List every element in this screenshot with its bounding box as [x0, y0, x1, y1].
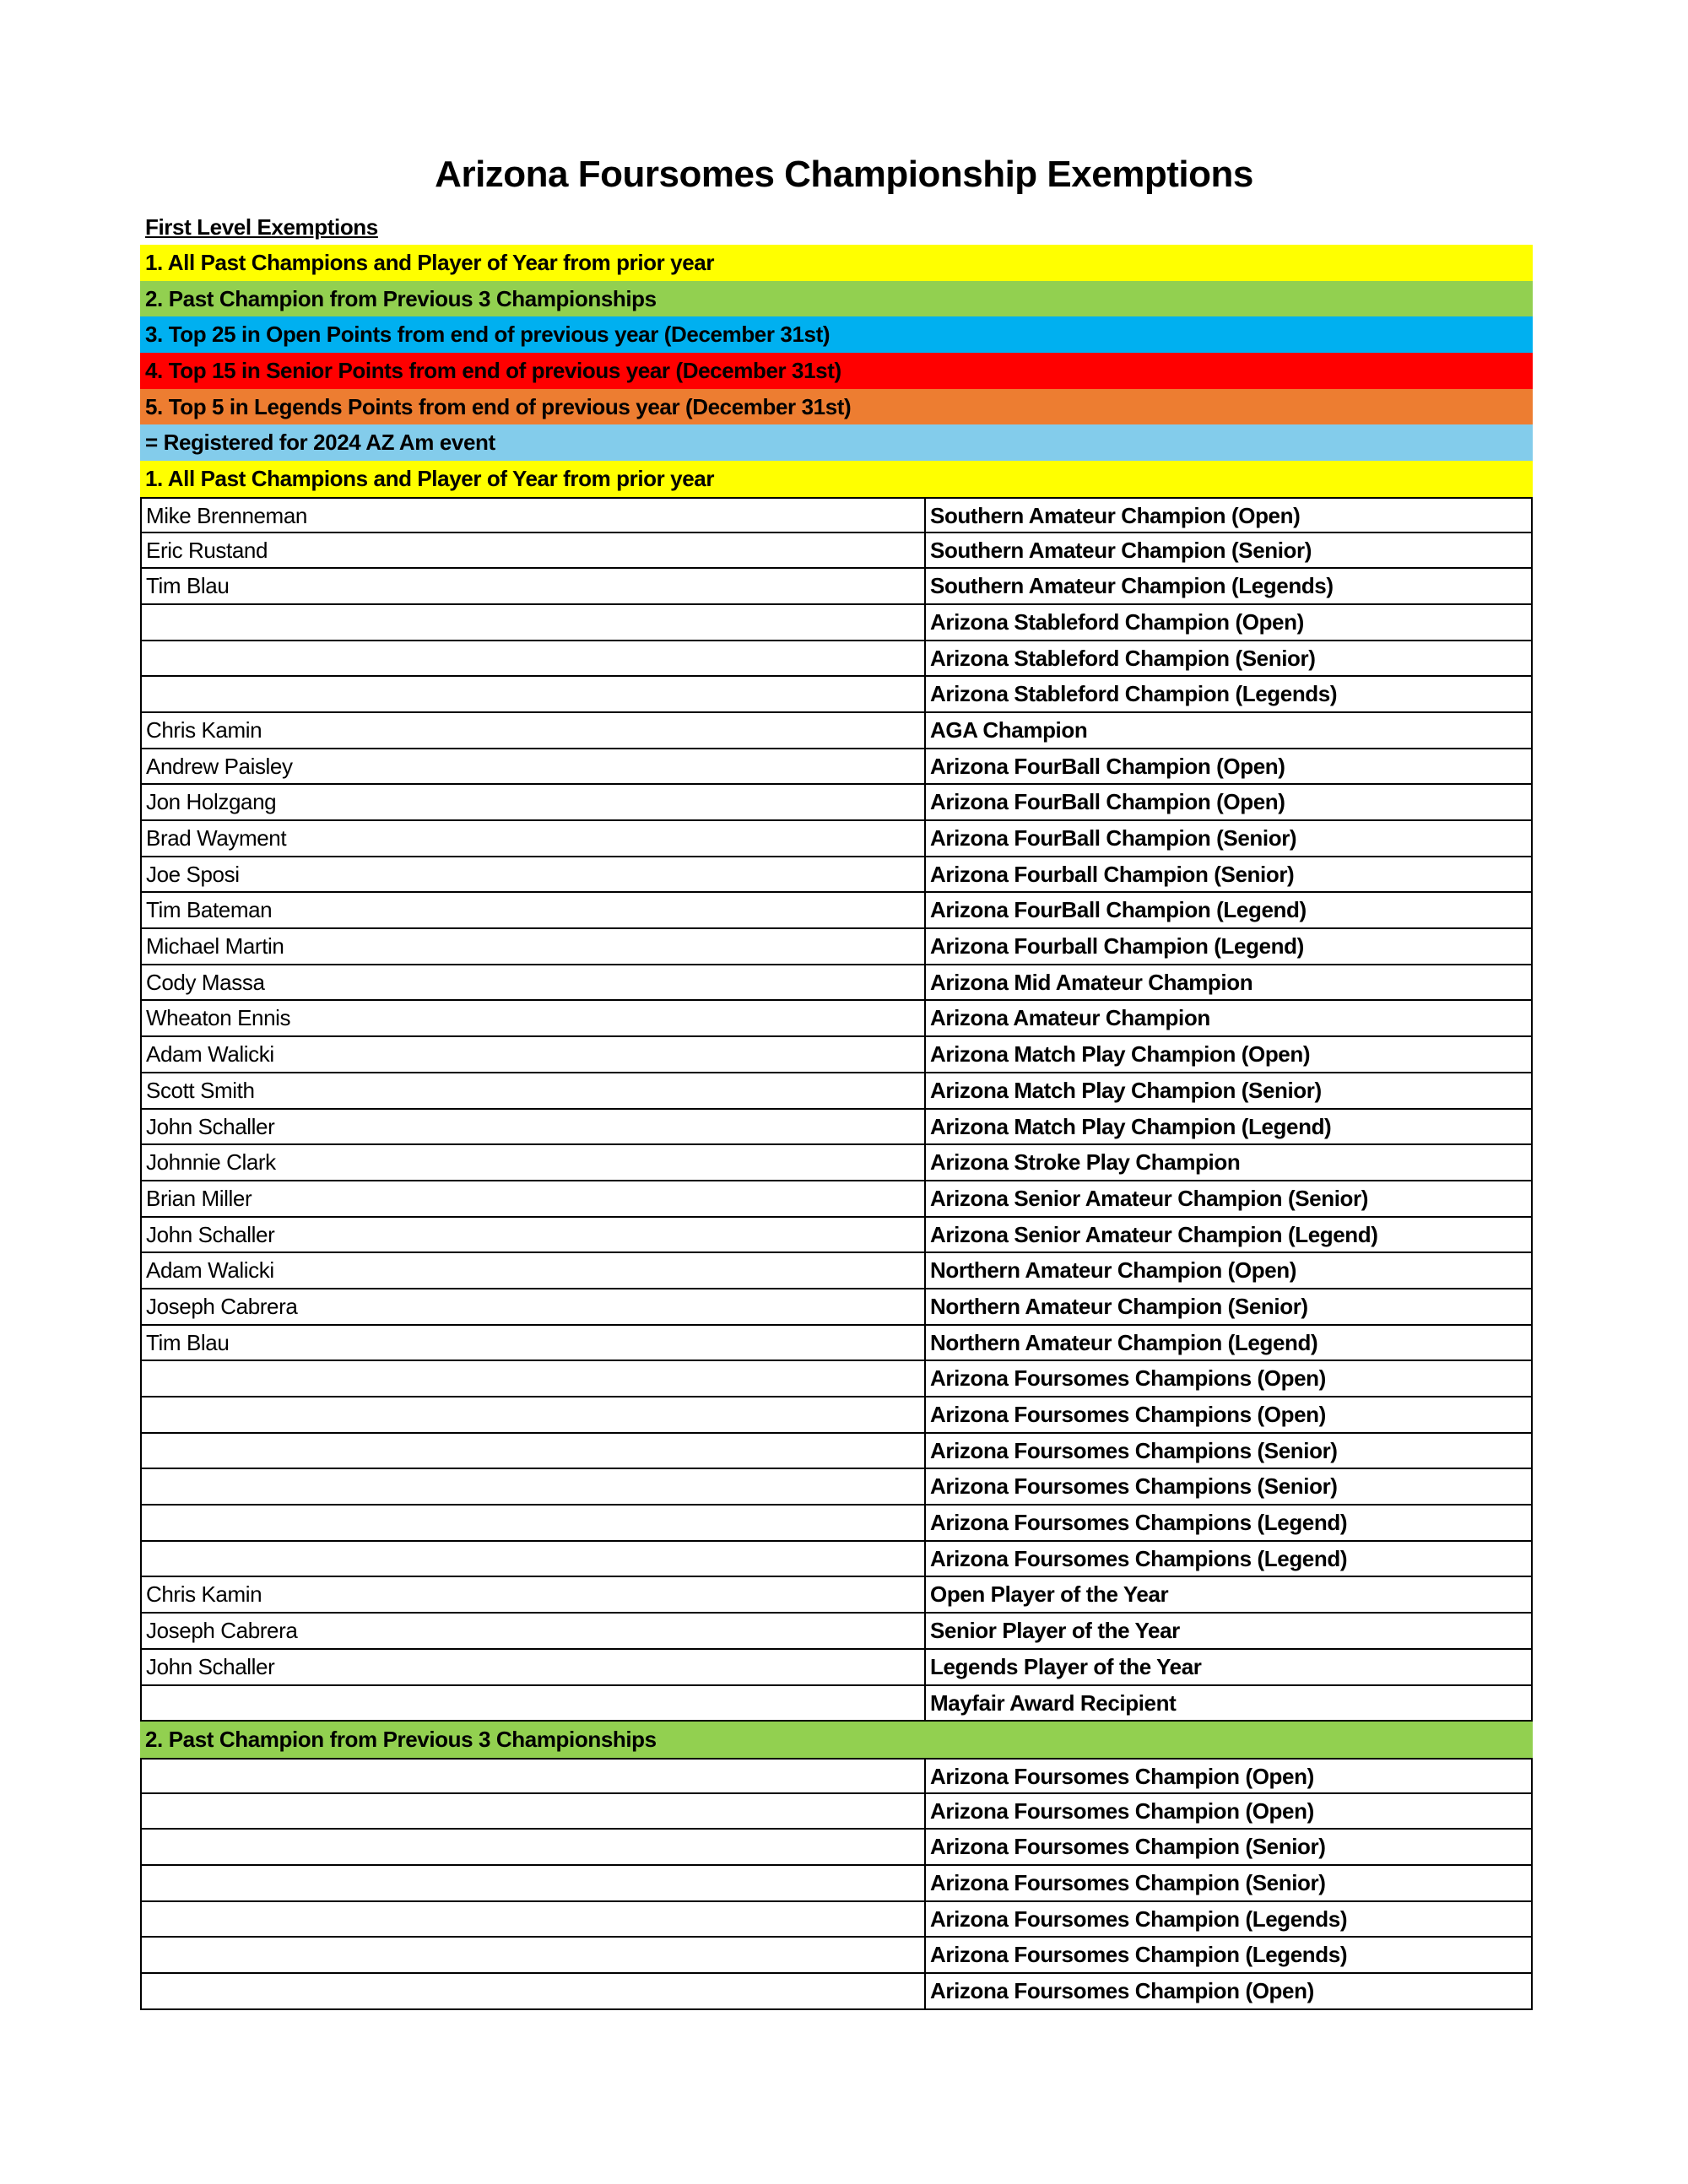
- table-row: [140, 1794, 1533, 1830]
- table-row: [140, 497, 1533, 533]
- first-level-exemptions-heading: First Level Exemptions: [145, 214, 378, 240]
- player-name-cell: Jon Holzgang: [142, 785, 926, 819]
- player-name-cell: Brian Miller: [142, 1181, 926, 1216]
- exemption-title-cell: Arizona Foursomes Champion (Senior): [930, 1834, 1326, 1860]
- table-row: [140, 1145, 1533, 1181]
- player-name-cell: Cody Massa: [142, 965, 926, 1000]
- table-row: [140, 1506, 1533, 1542]
- table-row: [140, 1253, 1533, 1289]
- table-row: [140, 1614, 1533, 1650]
- player-name-cell: Tim Blau: [142, 1326, 926, 1360]
- player-name-cell: [142, 1469, 926, 1504]
- table-row: [140, 1938, 1533, 1974]
- exemption-title-cell: Mayfair Award Recipient: [930, 1689, 1177, 1716]
- table-row: [140, 1830, 1533, 1866]
- exemption-title-cell: Arizona Foursomes Champions (Open): [930, 1402, 1326, 1427]
- table-row: [140, 1218, 1533, 1254]
- table-row: [140, 1434, 1533, 1470]
- player-name-cell: [142, 1830, 926, 1864]
- exemption-title-cell: Arizona Senior Amateur Champion (Legend): [930, 1221, 1378, 1247]
- player-name-cell: Tim Blau: [142, 569, 926, 603]
- exemption-title-cell: Open Player of the Year: [930, 1581, 1169, 1608]
- exemption-title-cell: Arizona Mid Amateur Champion: [930, 969, 1253, 995]
- player-name-cell: Joe Sposi: [142, 857, 926, 892]
- exemption-title-cell: Arizona Fourball Champion (Legend): [930, 933, 1304, 960]
- table-row: [140, 965, 1533, 1002]
- exemption-title-cell: Arizona Foursomes Champion (Legends): [930, 1906, 1348, 1932]
- exemption-title-cell: Southern Amateur Champion (Open): [930, 502, 1301, 528]
- exemption-title-cell: Arizona Foursomes Champions (Legend): [930, 1545, 1348, 1571]
- exemption-title-cell: Arizona Foursomes Champions (Open): [930, 1365, 1326, 1392]
- exemption-title-cell: Arizona Stroke Play Champion: [930, 1149, 1241, 1176]
- table-row: [140, 713, 1533, 749]
- exemption-title-cell: Arizona Stableford Champion (Legends): [930, 681, 1338, 707]
- player-name-cell: [142, 1506, 926, 1540]
- exemption-title-cell: Arizona Foursomes Champion (Open): [930, 1978, 1314, 2003]
- legend-band: 1. All Past Champions and Player of Year from prior year: [140, 245, 1533, 281]
- table-row: [140, 1397, 1533, 1434]
- table-row: [140, 1686, 1533, 1722]
- exemption-title-cell: Northern Amateur Champion (Senior): [930, 1293, 1308, 1319]
- exemption-title-cell: Arizona Senior Amateur Champion (Senior): [930, 1185, 1368, 1211]
- exemption-title-cell: Senior Player of the Year: [930, 1618, 1180, 1644]
- table-row: [140, 893, 1533, 929]
- player-name-cell: [142, 605, 926, 640]
- table-row: [140, 749, 1533, 786]
- exemption-title-cell: Arizona Foursomes Champion (Legends): [930, 1942, 1348, 1968]
- page-title: Arizona Foursomes Championship Exemptions: [435, 154, 1253, 195]
- table-row: [140, 533, 1533, 570]
- player-name-cell: Tim Bateman: [142, 893, 926, 927]
- player-name-cell: [142, 677, 926, 711]
- table-row: [140, 929, 1533, 965]
- exemption-title-cell: Southern Amateur Champion (Senior): [930, 537, 1312, 563]
- table-row: [140, 1650, 1533, 1686]
- table-row: [140, 605, 1533, 641]
- exemption-title-cell: Arizona Foursomes Champion (Open): [930, 1763, 1314, 1789]
- exemption-title-cell: Arizona FourBall Champion (Legend): [930, 897, 1307, 923]
- table-row: [140, 1073, 1533, 1110]
- player-name-cell: John Schaller: [142, 1650, 926, 1684]
- legend-band: = Registered for 2024 AZ Am event: [140, 424, 1533, 461]
- table-row: [140, 1037, 1533, 1073]
- table-row: [140, 1469, 1533, 1506]
- exemption-title-cell: Arizona Amateur Champion: [930, 1005, 1210, 1031]
- section-header: 2. Past Champion from Previous 3 Championships: [140, 1722, 1533, 1758]
- exemption-title-cell: Legends Player of the Year: [930, 1653, 1202, 1679]
- player-name-cell: Joseph Cabrera: [142, 1614, 926, 1648]
- player-name-cell: Eric Rustand: [142, 533, 926, 568]
- player-name-cell: Michael Martin: [142, 929, 926, 964]
- table-row: [140, 569, 1533, 605]
- table-row: [140, 1326, 1533, 1362]
- exemption-title-cell: Arizona Stableford Champion (Open): [930, 608, 1304, 635]
- player-name-cell: Scott Smith: [142, 1073, 926, 1108]
- exemption-title-cell: Northern Amateur Champion (Legend): [930, 1329, 1318, 1355]
- player-name-cell: [142, 1760, 926, 1792]
- exemption-title-cell: Arizona Foursomes Champion (Open): [930, 1797, 1314, 1824]
- table-row: [140, 1577, 1533, 1614]
- exemption-title-cell: Arizona Match Play Champion (Senior): [930, 1077, 1322, 1103]
- exemption-title-cell: Arizona Foursomes Champions (Legend): [930, 1510, 1348, 1536]
- player-name-cell: John Schaller: [142, 1218, 926, 1252]
- table-row: [140, 857, 1533, 894]
- table-row: [140, 1181, 1533, 1218]
- player-name-cell: [142, 641, 926, 676]
- player-name-cell: Brad Wayment: [142, 821, 926, 856]
- exemption-title-cell: Arizona Foursomes Champions (Senior): [930, 1437, 1338, 1463]
- player-name-cell: [142, 1686, 926, 1721]
- player-name-cell: [142, 1902, 926, 1937]
- player-name-cell: John Schaller: [142, 1110, 926, 1144]
- player-name-cell: Mike Brenneman: [142, 499, 926, 532]
- legend-band: 5. Top 5 in Legends Points from end of previous year (December 31st): [140, 389, 1533, 425]
- player-name-cell: Chris Kamin: [142, 713, 926, 748]
- exemption-title-cell: Southern Amateur Champion (Legends): [930, 573, 1334, 599]
- table-row: [140, 1866, 1533, 1902]
- table-row: [140, 1289, 1533, 1326]
- table-row: [140, 1542, 1533, 1578]
- player-name-cell: [142, 1866, 926, 1900]
- player-name-cell: Chris Kamin: [142, 1577, 926, 1612]
- exemption-title-cell: Arizona Foursomes Champion (Senior): [930, 1869, 1326, 1895]
- exemption-title-cell: Arizona FourBall Champion (Senior): [930, 825, 1297, 851]
- exemption-title-cell: Arizona Fourball Champion (Senior): [930, 861, 1295, 887]
- legend-band: 4. Top 15 in Senior Points from end of previous year (December 31st): [140, 353, 1533, 389]
- table-row: [140, 1758, 1533, 1794]
- player-name-cell: [142, 1542, 926, 1576]
- exemption-title-cell: Arizona FourBall Champion (Open): [930, 753, 1285, 779]
- player-name-cell: Adam Walicki: [142, 1253, 926, 1288]
- table-row: [140, 1361, 1533, 1397]
- table-row: [140, 821, 1533, 857]
- legend-band: 3. Top 25 in Open Points from end of previous year (December 31st): [140, 316, 1533, 353]
- table-row: [140, 1001, 1533, 1037]
- player-name-cell: [142, 1434, 926, 1468]
- exemption-title-cell: Northern Amateur Champion (Open): [930, 1257, 1297, 1284]
- player-name-cell: Joseph Cabrera: [142, 1289, 926, 1324]
- exemptions-sheet: [140, 245, 1533, 2010]
- player-name-cell: [142, 1361, 926, 1396]
- player-name-cell: Adam Walicki: [142, 1037, 926, 1072]
- exemption-title-cell: Arizona Match Play Champion (Open): [930, 1041, 1311, 1068]
- player-name-cell: Wheaton Ennis: [142, 1001, 926, 1035]
- player-name-cell: [142, 1974, 926, 2008]
- exemption-title-cell: AGA Champion: [930, 716, 1088, 743]
- player-name-cell: [142, 1794, 926, 1829]
- player-name-cell: [142, 1938, 926, 1972]
- table-row: [140, 1902, 1533, 1938]
- table-row: [140, 641, 1533, 678]
- player-name-cell: Andrew Paisley: [142, 749, 926, 784]
- exemption-title-cell: Arizona Stableford Champion (Senior): [930, 645, 1316, 671]
- table-row: [140, 677, 1533, 713]
- exemption-title-cell: Arizona FourBall Champion (Open): [930, 789, 1285, 815]
- legend-band: 2. Past Champion from Previous 3 Championships: [140, 281, 1533, 317]
- section-header: 1. All Past Champions and Player of Year from prior year: [140, 461, 1533, 497]
- table-row: [140, 1974, 1533, 2010]
- player-name-cell: Johnnie Clark: [142, 1145, 926, 1180]
- exemption-title-cell: Arizona Match Play Champion (Legend): [930, 1113, 1332, 1139]
- exemption-title-cell: Arizona Foursomes Champions (Senior): [930, 1473, 1338, 1500]
- table-row: [140, 785, 1533, 821]
- player-name-cell: [142, 1397, 926, 1432]
- table-row: [140, 1110, 1533, 1146]
